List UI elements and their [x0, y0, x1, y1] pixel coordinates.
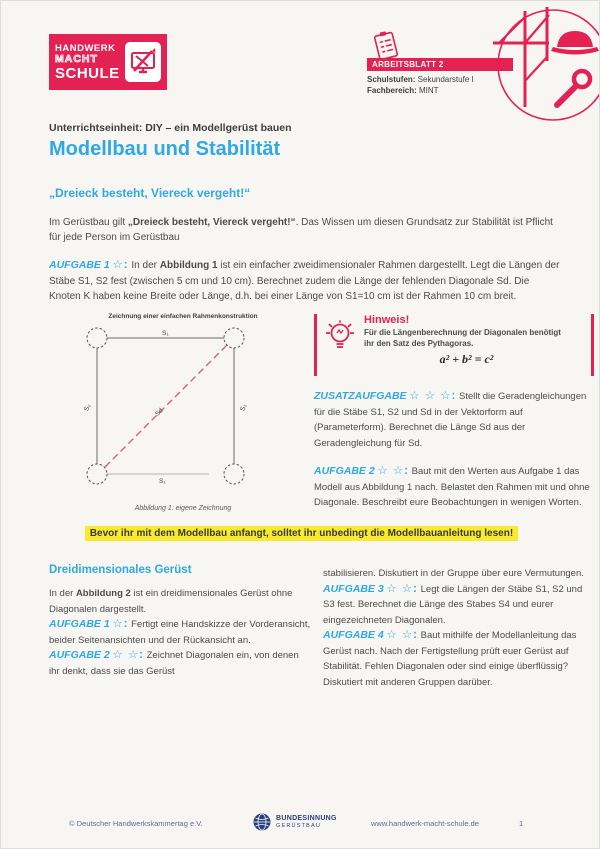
intro-paragraph — [49, 215, 557, 245]
task-zusatzaufgabe — [314, 389, 594, 451]
right-column — [314, 312, 594, 520]
task-3d-aufgabe-2-label: AUFGABE 2 — [49, 649, 110, 661]
task-3d-aufgabe-3 — [323, 582, 591, 629]
globe-icon — [253, 813, 271, 831]
hint-text: Für die Längenberechnung der Diagonalen benötigt ihr den Satz des Pythagoras. — [364, 328, 561, 348]
task-3d-aufgabe-1-text: Fertigt eine Handskizze der Vorderansicht, beider Seitenansichten und der Rückansicht an. — [49, 619, 311, 646]
worksheet-meta — [367, 74, 474, 96]
label-s1-top: S₁ — [162, 330, 169, 337]
frame-construction-diagram — [59, 322, 307, 494]
label-s1-bottom: S₁ — [159, 478, 166, 485]
task-aufgabe-1-bold: Abbildung 1 — [159, 260, 218, 271]
section-2-intro-pre: In der — [49, 588, 76, 599]
task-aufgabe-2 — [314, 464, 594, 511]
logo-word-handwerk: HANDWERK — [55, 42, 116, 54]
brand-logo — [49, 34, 167, 90]
notice-banner-row — [49, 523, 554, 541]
unit-kicker: Unterrichtseinheit: DIY – ein Modellgerüst bauen — [49, 122, 292, 134]
logo-drawing-icon — [125, 42, 161, 82]
figure-1 — [59, 313, 307, 512]
figure-1-title: Zeichnung einer einfachen Rahmenkonstruktion — [108, 313, 258, 320]
meta-subject-value: MINT — [416, 86, 439, 95]
task-3d-aufgabe-4-label: AUFGABE 4 — [323, 629, 384, 641]
difficulty-star-icons: ☆ ☆: — [386, 629, 418, 641]
task-zusatzaufgabe-label: ZUSATZAUFGABE — [314, 390, 407, 402]
hint-right-rule — [591, 314, 594, 376]
task-zusatzaufgabe-text: Stellt die Geradengleichungen für die Stäbe S1, S2 und Sd in der Vektorform auf (Parameterform). Berechnet die Länge Sd aus der Geradengleichung für Sd. — [314, 391, 587, 449]
section-2-right-column — [323, 566, 591, 690]
footer-org-name — [276, 815, 337, 829]
difficulty-star-icons: ☆ ☆: — [112, 649, 144, 661]
lightbulb-icon — [324, 320, 356, 361]
intro-paragraph-post: . Das Wissen um diesen Grundsatz zur Stabilität ist Pflicht für jede Person im Gerüstbau — [49, 217, 553, 243]
task-aufgabe-1-label: AUFGABE 1 — [49, 259, 110, 271]
label-sd-diagonal: Sd — [154, 407, 165, 418]
diagonal-member — [105, 345, 227, 467]
footer-copyright: © Deutscher Handwerkskammertag e.V. — [69, 819, 203, 828]
task-aufgabe-1-text: ist ein einfacher zweidimensionaler Rahmen dargestellt. Legt die Längen der Stäbe S1, S2 fest (zwischen 5 cm und 10 cm). Berechnet zudem die Länge der fehlenden Diagonale Sd. Die Knoten K haben keine Breite oder Länge, d.h. bei einer Länge von S1=10 cm ist der Rahmen 10 cm breit. — [49, 260, 560, 302]
task-3d-aufgabe-3-text: Legt die Längen der Stäbe S1, S2 und S3 fest. Berechnet die Länge des Stabes S4 und eurer eingezeichneten Diagonalen. — [323, 583, 583, 626]
difficulty-star-icons: ☆ ☆: — [377, 465, 409, 477]
meta-school-level-label: Schulstufen: — [367, 75, 416, 84]
section-2-intro — [49, 586, 311, 617]
footer-website: www.handwerk-macht-schule.de — [371, 819, 479, 828]
task-3d-aufgabe-2-continuation: stabilisieren. Diskutiert in der Gruppe über eure Vermutungen. — [323, 568, 584, 579]
footer-org-logo — [253, 813, 337, 831]
meta-subject — [367, 85, 474, 96]
difficulty-star-icon: ☆: — [112, 618, 129, 630]
difficulty-star-icon: ☆: — [112, 259, 129, 271]
task-3d-aufgabe-1-label: AUFGABE 1 — [49, 618, 110, 630]
task-3d-aufgabe-2-text: Zeichnet Diagonalen ein, von denen ihr denkt, dass sie das Gerüst — [49, 650, 299, 677]
intro-paragraph-pre: Im Gerüstbau gilt — [49, 217, 128, 228]
brand-logo-text — [55, 44, 120, 81]
footer-org-line2: GERÜSTBAU — [276, 822, 322, 829]
label-s2-right: S₂ — [239, 403, 249, 413]
logo-word-macht: MACHT — [55, 53, 98, 65]
worksheet-badge: ARBEITSBLATT 2 — [367, 58, 513, 71]
pencil-monitor-icon — [127, 46, 159, 78]
node-icon — [224, 328, 244, 348]
section-claim-heading: „Dreieck besteht, Viereck vergeht!“ — [49, 186, 251, 200]
label-s2-left: S₂ — [83, 403, 93, 413]
section-2-intro-post: ist ein dreidimensionales Gerüst ohne Diagonalen dargestellt. — [49, 588, 293, 615]
hint-box — [314, 312, 594, 380]
meta-subject-label: Fachbereich: — [367, 86, 417, 95]
difficulty-star-icons: ☆ ☆: — [386, 582, 418, 595]
footer-org-line1: BUNDESINNUNG — [276, 814, 337, 822]
task-3d-aufgabe-3-label: AUFGABE 3 — [323, 582, 384, 595]
logo-word-schule: SCHULE — [55, 64, 120, 82]
page-title: Modellbau und Stabilität — [49, 138, 281, 160]
intro-paragraph-bold: „Dreieck besteht, Viereck vergeht!“ — [127, 217, 296, 228]
meta-school-level-value: Sekundarstufe I — [415, 75, 474, 84]
task-3d-aufgabe-4 — [323, 628, 591, 690]
section-2-left-column — [49, 564, 311, 679]
task-3d-aufgabe-2 — [49, 648, 311, 679]
node-icon — [87, 464, 107, 484]
highlighted-notice: Bevor ihr mit dem Modellbau anfangt, solltet ihr unbedingt die Modellbauanleitung lesen! — [85, 526, 518, 541]
scaffold-tools-circle-icon — [485, 5, 600, 134]
node-icon — [87, 328, 107, 348]
pythagoras-formula: a² + b² = c² — [439, 352, 494, 366]
section-2-intro-bold: Abbildung 2 — [75, 588, 131, 599]
task-3d-aufgabe-1 — [49, 617, 311, 648]
task-3d-aufgabe-4-text: Baut mithilfe der Modellanleitung das Gerüst nach. Nach der Fertigstellung prüft euer Gerüst auf Stabilität. Fehlen Diagonalen oder sind einige überflüssig? Diskutiert mit anderen Gruppen darüber. — [323, 630, 577, 688]
meta-school-level — [367, 74, 474, 85]
section-2-heading: Dreidimensionales Gerüst — [49, 564, 192, 576]
hint-title: Hinweis! — [364, 314, 410, 326]
task-aufgabe-2-label: AUFGABE 2 — [314, 465, 375, 477]
hint-left-rule — [314, 314, 317, 376]
node-icon — [224, 464, 244, 484]
difficulty-star-icons: ☆ ☆ ☆: — [409, 390, 457, 402]
figure-1-caption: Abbildung 1: eigene Zeichnung — [134, 505, 232, 512]
task-aufgabe-1 — [49, 258, 561, 305]
task-aufgabe-2-text: Baut mit den Werten aus Aufgabe 1 das Modell aus Abbildung 1 nach. Belastet den Rahmen mit und ohne Diagonale. Beschreibt eure Beobachtungen in wenigen Worten. — [314, 466, 590, 508]
footer-page-number: 1 — [519, 819, 524, 828]
task-aufgabe-1-pre: In der — [128, 260, 160, 271]
